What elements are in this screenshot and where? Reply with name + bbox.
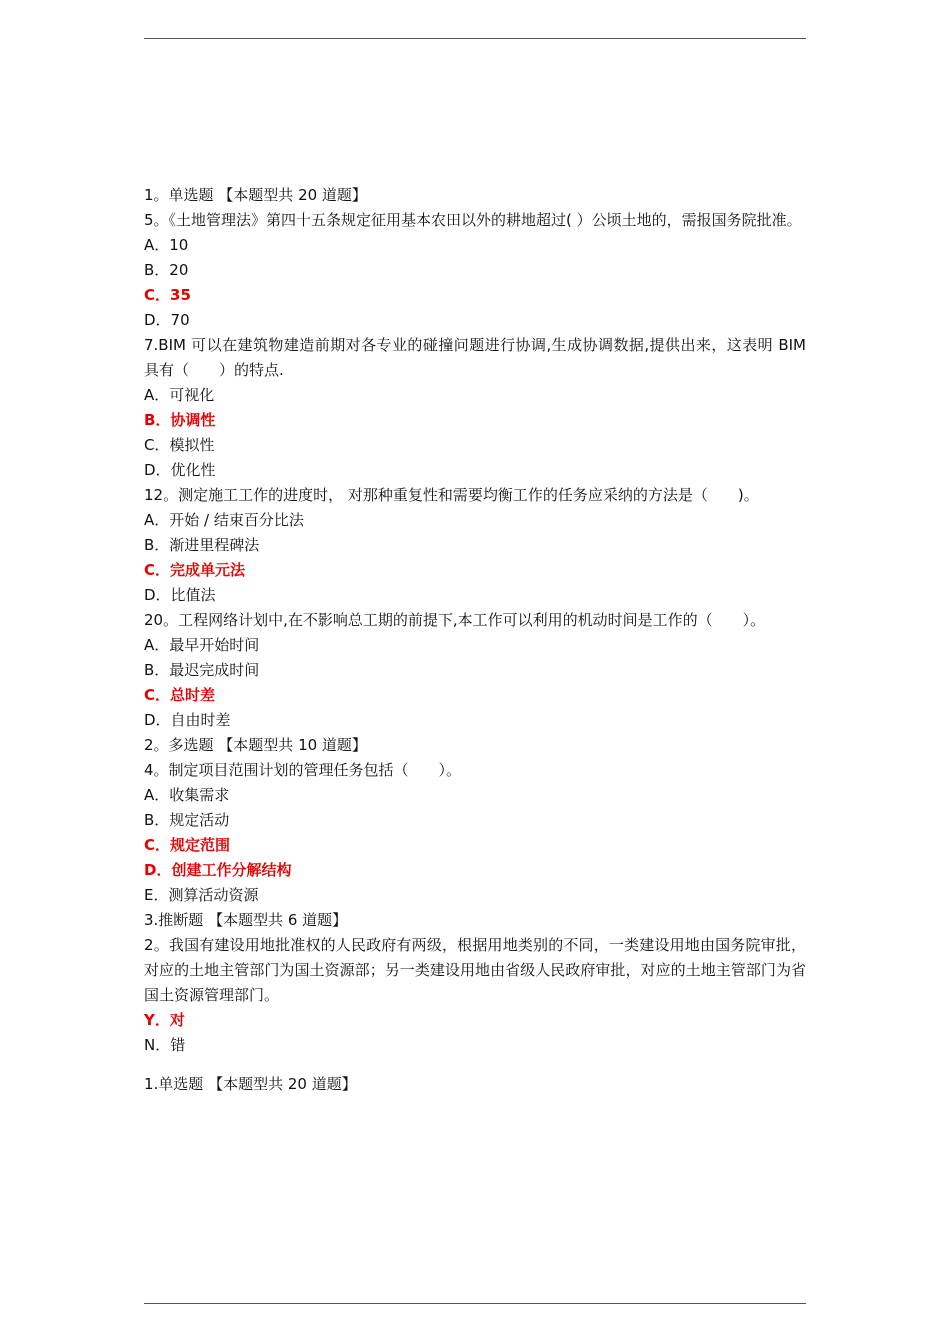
option-line: A．开始 / 结束百分比法 [144, 511, 304, 529]
question-line: 5。《土地管理法》第四十五条规定征用基本农田以外的耕地超过( ）公顷土地的，需报国务院批准。 [144, 211, 802, 229]
document-body [144, 183, 806, 1097]
footer-rule [144, 1303, 806, 1304]
option-line: A．10 [144, 236, 189, 254]
option-line: D．比值法 [144, 586, 216, 604]
option-line: N．错 [144, 1036, 186, 1054]
question-line: 2。我国有建设用地批准权的人民政府有两级，根据用地类别的不同，一类建设用地由国务院审批，对应的土地主管部门为国土资源部；另一类建设用地由省级人民政府审批，对应的土地主管部门为省国土资源管理部门。 [144, 936, 806, 1004]
section-heading: 1。单选题 【本题型共 20 道题】 [144, 186, 367, 204]
correct-option: C．规定范围 [144, 836, 231, 854]
correct-option: C．35 [144, 286, 191, 304]
question-line: 12。测定施工工作的进度时， 对那种重复性和需要均衡工作的任务应采纳的方法是（ )。 [144, 486, 759, 504]
section-heading: 1.单选题 【本题型共 20 道题】 [144, 1075, 357, 1093]
option-line: B．规定活动 [144, 811, 230, 829]
correct-option: B．协调性 [144, 411, 216, 429]
option-line: A．最早开始时间 [144, 636, 260, 654]
correct-option: Y．对 [144, 1011, 185, 1029]
option-line: D．70 [144, 311, 190, 329]
option-line: D．自由时差 [144, 711, 231, 729]
option-line: B．20 [144, 261, 189, 279]
option-line: B．渐进里程碑法 [144, 536, 260, 554]
option-line: E．测算活动资源 [144, 886, 259, 904]
option-line: B．最迟完成时间 [144, 661, 260, 679]
option-line: A．收集需求 [144, 786, 230, 804]
question-line: 4。制定项目范围计划的管理任务包括（ ）。 [144, 761, 462, 779]
question-line: 7.BIM 可以在建筑物建造前期对各专业的碰撞问题进行协调,生成协调数据,提供出来，这表明 BIM 具有（ ）的特点. [144, 336, 806, 379]
option-line: A．可视化 [144, 386, 215, 404]
correct-option: D．创建工作分解结构 [144, 861, 292, 879]
question-line: 20。工程网络计划中,在不影响总工期的前提下,本工作可以利用的机动时间是工作的（ ）。 [144, 611, 766, 629]
header-rule [144, 38, 806, 39]
correct-option: C．完成单元法 [144, 561, 246, 579]
section-heading: 2。多选题 【本题型共 10 道题】 [144, 736, 367, 754]
option-line: C．模拟性 [144, 436, 215, 454]
section-heading: 3.推断题 【本题型共 6 道题】 [144, 911, 348, 929]
blank-gap [144, 1058, 806, 1072]
option-line: D．优化性 [144, 461, 216, 479]
correct-option: C．总时差 [144, 686, 216, 704]
